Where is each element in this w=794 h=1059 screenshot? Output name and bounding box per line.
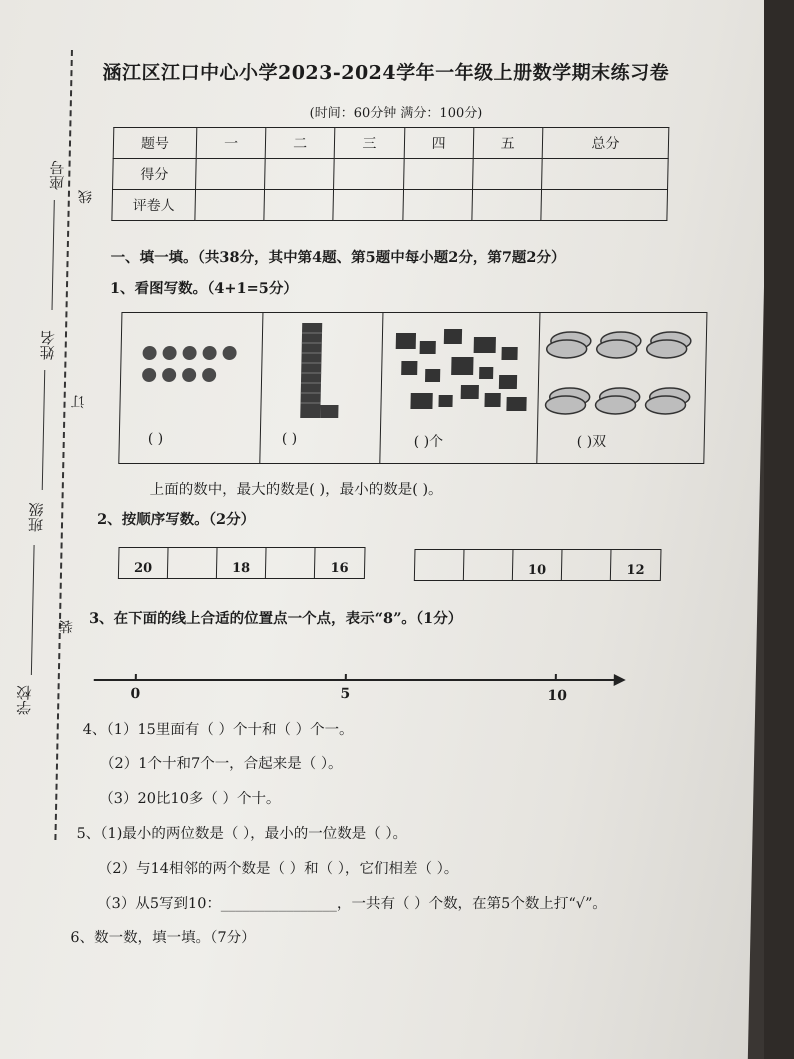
q4-part3: （3）20比10多（ ）个十。 — [99, 791, 281, 807]
row-label: 得分 — [113, 159, 197, 190]
seq-cell[interactable] — [266, 548, 316, 578]
tick-label-5: 5 — [340, 686, 351, 702]
section-one-heading: 一、填一填。（共38分，其中第4题、第5题中每小题2分，第7题2分） — [110, 249, 566, 266]
seq-cell[interactable] — [464, 550, 514, 580]
q1-label: 1、看图写数。（4+1=5分） — [109, 280, 299, 297]
cubes-picture — [380, 313, 539, 423]
score-table-header-row — [113, 128, 669, 159]
grader-cell[interactable] — [402, 190, 472, 221]
class-write-line — [31, 545, 35, 675]
q1-followup: 上面的数中，最大的数是( )，最小的数是( )。 — [149, 482, 443, 498]
score-cell[interactable] — [541, 159, 668, 190]
score-row — [113, 159, 669, 190]
class-label: 班级 — [26, 502, 46, 532]
q3-label: 3、在下面的线上合适的位置点一个点，表示“8”。（1分） — [88, 610, 463, 627]
grader-cell[interactable] — [472, 190, 542, 221]
grader-cell[interactable] — [333, 190, 403, 221]
answer-blank[interactable]: ( ) — [281, 431, 298, 447]
score-cell[interactable] — [196, 159, 266, 190]
seat-write-line — [52, 200, 55, 310]
grader-cell[interactable] — [264, 190, 334, 221]
score-cell[interactable] — [334, 159, 404, 190]
q4-part1: 4、（1）15里面有（ ）个十和（ ）个一。 — [82, 722, 354, 738]
sequence-1 — [118, 547, 366, 579]
score-cell[interactable] — [472, 159, 542, 190]
grader-cell[interactable] — [195, 190, 265, 221]
header-cell: 题号 — [113, 128, 197, 159]
name-label: 姓名 — [38, 330, 58, 360]
header-cell: 总分 — [542, 128, 669, 159]
sequence-2 — [414, 549, 662, 581]
picture-cell-blocks — [259, 313, 383, 463]
picture-cell-shoes — [536, 313, 704, 463]
q2-label: 2、按顺序写数。（2分） — [96, 511, 256, 528]
q5-part3: （3）从5写到10：________________，一共有（ ）个数，在第5个数上打“√”。 — [96, 896, 608, 912]
seq-cell: 18 — [217, 548, 267, 578]
answer-blank[interactable]: ( )双 — [576, 434, 607, 450]
exam-title: 涵江区江口中心小学2023-2024学年一年级上册数学期末练习卷 — [102, 62, 670, 84]
school-label: 学校 — [15, 685, 34, 715]
grader-cell[interactable] — [541, 190, 668, 221]
seq-cell[interactable] — [168, 548, 218, 578]
fix-mark: 订 — [70, 395, 87, 409]
seq-cell: 20 — [119, 548, 169, 578]
picture-cell-cubes — [379, 313, 540, 463]
q4-part2: （2）1个十和7个一，合起来是（ ）。 — [99, 756, 343, 772]
picture-cell-flowers — [119, 313, 263, 463]
score-cell[interactable] — [403, 159, 473, 190]
header-cell: 四 — [404, 128, 474, 159]
header-cell: 二 — [265, 128, 335, 159]
seat-label: 座号 — [48, 160, 67, 190]
bind-mark: 装 — [58, 620, 76, 634]
tick-label-0: 0 — [130, 686, 141, 702]
tick-label-10: 10 — [547, 688, 568, 704]
picture-box — [118, 312, 707, 464]
tens-blocks-picture — [260, 313, 382, 423]
line-mark: 线 — [77, 190, 95, 204]
answer-blank[interactable]: ( )个 — [413, 434, 444, 450]
seq-cell: 12 — [626, 563, 645, 578]
grader-row — [112, 190, 668, 221]
score-cell[interactable] — [265, 159, 335, 190]
q5-part2: （2）与14相邻的两个数是（ ）和（ ），它们相差（ ）。 — [97, 861, 459, 877]
seq-cell[interactable] — [562, 550, 612, 580]
header-cell: 一 — [196, 128, 266, 159]
background-edge — [764, 0, 794, 1059]
q5-part1: 5、（1)最小的两位数是（ ），最小的一位数是（ ）。 — [76, 826, 408, 842]
name-write-line — [42, 370, 46, 490]
flowers-picture — [120, 313, 262, 423]
arrow-head-icon — [614, 674, 626, 686]
q6-label: 6、数一数，填一填。（7分） — [70, 930, 256, 946]
shoes-picture — [537, 313, 704, 423]
seq-cell[interactable] — [415, 550, 465, 580]
seq-cell: 16 — [330, 561, 349, 576]
header-cell: 三 — [335, 128, 405, 159]
row-label: 评卷人 — [112, 190, 196, 221]
score-table — [111, 127, 669, 221]
answer-blank[interactable]: ( ) — [147, 431, 164, 447]
exam-subtitle: (时间：60分钟 满分：100分) — [309, 106, 483, 121]
header-cell: 五 — [473, 128, 543, 159]
seq-cell: 10 — [513, 550, 563, 580]
